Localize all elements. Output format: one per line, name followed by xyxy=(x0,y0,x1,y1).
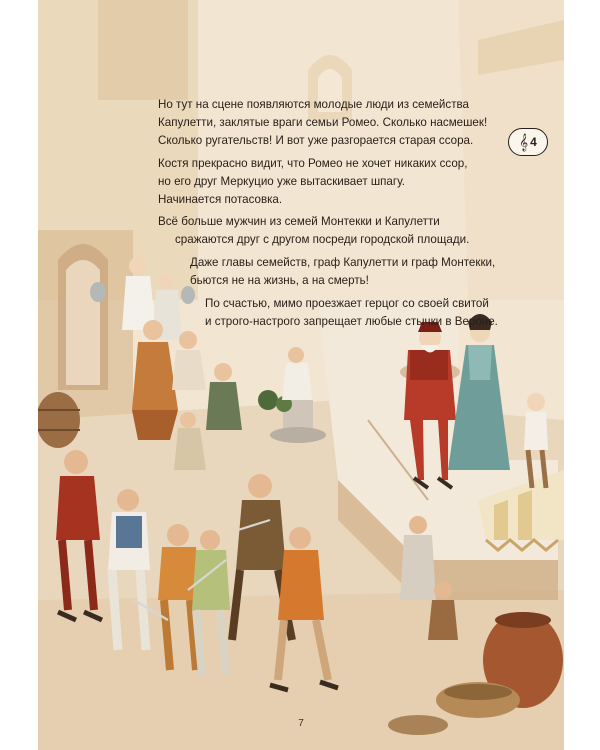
paragraph-3-line-2: сражаются друг с другом посреди городской площади. xyxy=(175,233,470,246)
audio-track-number: 4 xyxy=(530,135,537,149)
paragraph-5-line-2: и строго-настрого запрещает любые стычки в Вероне. xyxy=(205,315,498,328)
paragraph-2-line-2: но его друг Меркуцио уже вытаскивает шпагу. xyxy=(158,175,405,188)
treble-clef-icon: 𝄞 xyxy=(519,132,529,151)
paragraph-3-line-1: Всё больше мужчин из семей Монтекки и Капулетти xyxy=(158,215,440,228)
paragraph-2-line-1: Костя прекрасно видит, что Ромео не хочет никаких ссор, xyxy=(158,157,468,170)
book-page xyxy=(38,0,564,750)
paragraph-2-line-3: Начинается потасовка. xyxy=(158,193,283,206)
paragraph-4-line-2: бьются не на жизнь, а на смерть! xyxy=(190,274,369,287)
paragraph-1-line-2: Капулетти, заклятые враги семьи Ромео. Сколько насмешек! xyxy=(158,116,488,129)
paragraph-1-line-1: Но тут на сцене появляются молодые люди из семейства xyxy=(158,98,469,111)
page-number: 7 xyxy=(298,718,304,729)
paragraph-5-line-1: По счастью, мимо проезжает герцог со своей свитой xyxy=(205,297,489,310)
audio-track-badge xyxy=(508,128,548,156)
story-text xyxy=(38,0,564,330)
paragraph-4-line-1: Даже главы семейств, граф Капулетти и граф Монтекки, xyxy=(190,256,496,269)
paragraph-1-line-3: Сколько ругательств! И вот уже разгорается старая ссора. xyxy=(158,134,474,147)
